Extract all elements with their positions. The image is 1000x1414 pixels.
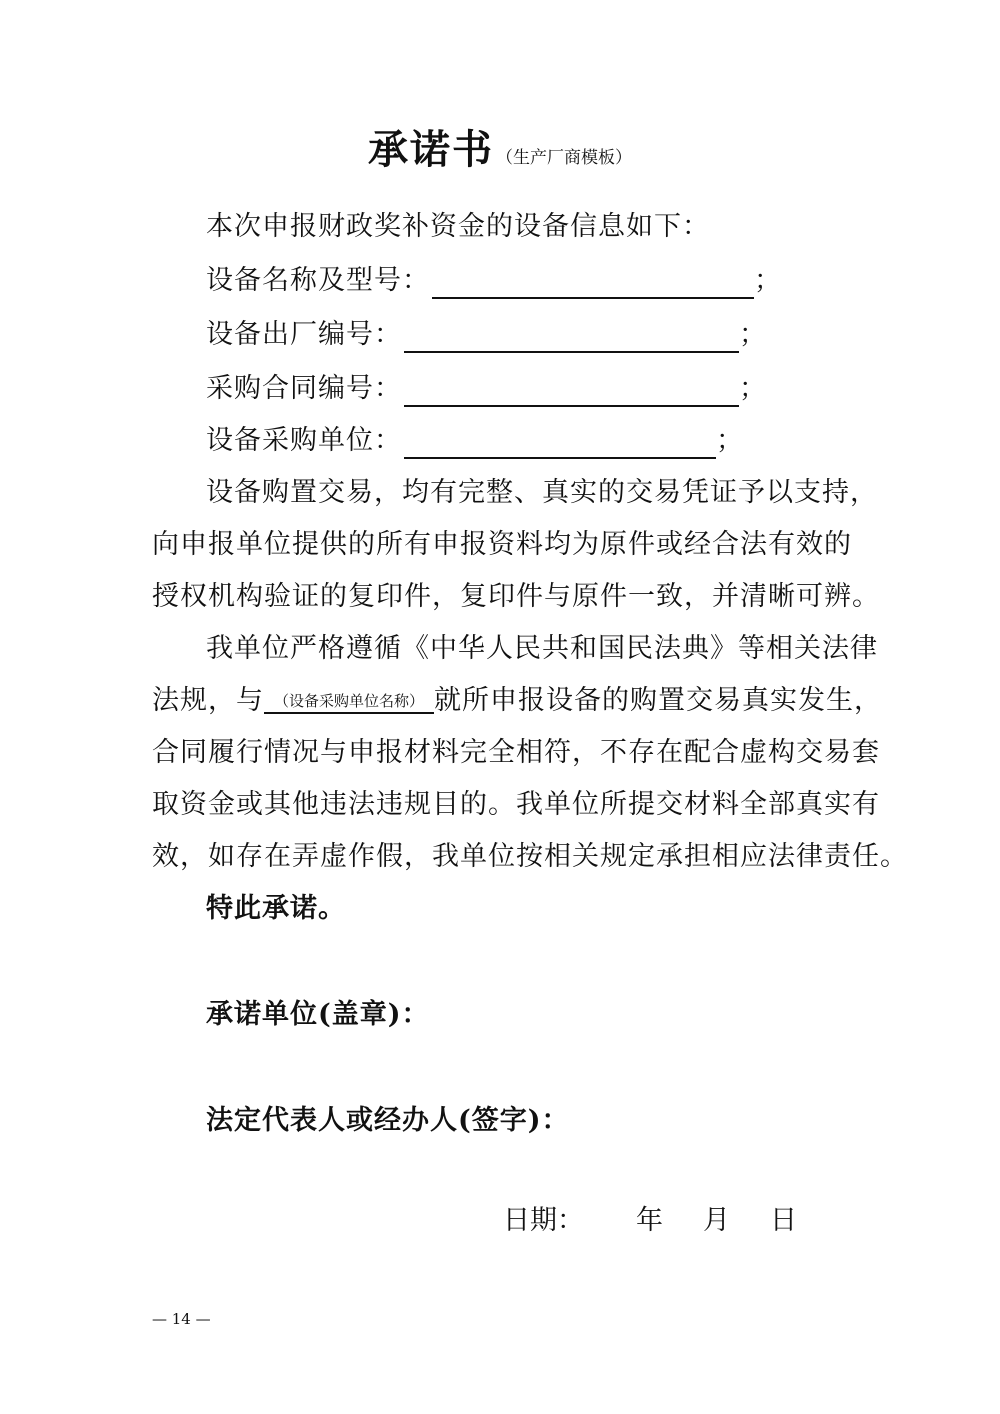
field-purchase-unit-blank bbox=[404, 425, 716, 459]
document-title bbox=[0, 118, 1000, 175]
date-day: 日 bbox=[770, 1205, 797, 1236]
paragraph1-line1: 设备购置交易，均有完整、真实的交易凭证予以支持， bbox=[206, 477, 878, 508]
intro-text: 本次申报财政奖补资金的设备信息如下： bbox=[206, 211, 710, 242]
field-factory-number bbox=[206, 308, 767, 362]
paragraph2-line3: 合同履行情况与申报材料完全相符，不存在配合虚构交易套 bbox=[152, 737, 880, 768]
date-line bbox=[503, 1194, 797, 1248]
field-factory-number-label: 设备出厂编号： bbox=[206, 319, 402, 350]
field-purchase-unit bbox=[206, 414, 744, 468]
signature-representative-label: 法定代表人或经办人(签字)： bbox=[206, 1105, 570, 1136]
field-factory-number-end: ； bbox=[739, 319, 767, 350]
date-month: 月 bbox=[703, 1205, 730, 1236]
field-factory-number-blank bbox=[404, 319, 739, 353]
paragraph2-line2 bbox=[152, 674, 882, 728]
paragraph2-line4: 取资金或其他违法违规目的。我单位所提交材料全部真实有 bbox=[152, 789, 880, 820]
page-number: — 14 — bbox=[152, 1310, 211, 1328]
paragraph1-line3: 授权机构验证的复印件，复印件与原件一致，并清晰可辨。 bbox=[152, 581, 880, 612]
field-contract-number-blank bbox=[404, 373, 739, 407]
date-year: 年 bbox=[636, 1205, 663, 1236]
field-purchase-unit-end: ； bbox=[716, 425, 744, 456]
field-device-name-label: 设备名称及型号： bbox=[206, 265, 430, 296]
paragraph2-line2-before: 法规，与 bbox=[152, 685, 264, 716]
field-device-name-blank bbox=[432, 265, 754, 299]
paragraph2-line2-after: 就所申报设备的购置交易真实发生， bbox=[434, 685, 883, 716]
field-device-name bbox=[206, 254, 782, 308]
field-contract-number-label: 采购合同编号： bbox=[206, 373, 402, 404]
date-label: 日期： bbox=[503, 1205, 584, 1236]
purchase-unit-name-fill: （设备采购单位名称） bbox=[264, 690, 434, 714]
field-contract-number-end: ； bbox=[739, 373, 767, 404]
field-contract-number bbox=[206, 362, 767, 416]
signature-unit-label: 承诺单位(盖章)： bbox=[206, 999, 430, 1030]
paragraph2-line1: 我单位严格遵循《中华人民共和国民法典》等相关法律 bbox=[206, 633, 878, 664]
field-device-name-end: ； bbox=[754, 265, 782, 296]
title-main: 承诺书 bbox=[368, 126, 494, 173]
paragraph2-line5: 效，如存在弄虚作假，我单位按相关规定承担相应法律责任。 bbox=[152, 841, 908, 872]
title-subtitle: （生产厂商模板） bbox=[496, 148, 632, 168]
field-purchase-unit-label: 设备采购单位： bbox=[206, 425, 402, 456]
paragraph1-line2: 向申报单位提供的所有申报资料均为原件或经合法有效的 bbox=[152, 529, 852, 560]
closing-text: 特此承诺。 bbox=[206, 893, 346, 924]
